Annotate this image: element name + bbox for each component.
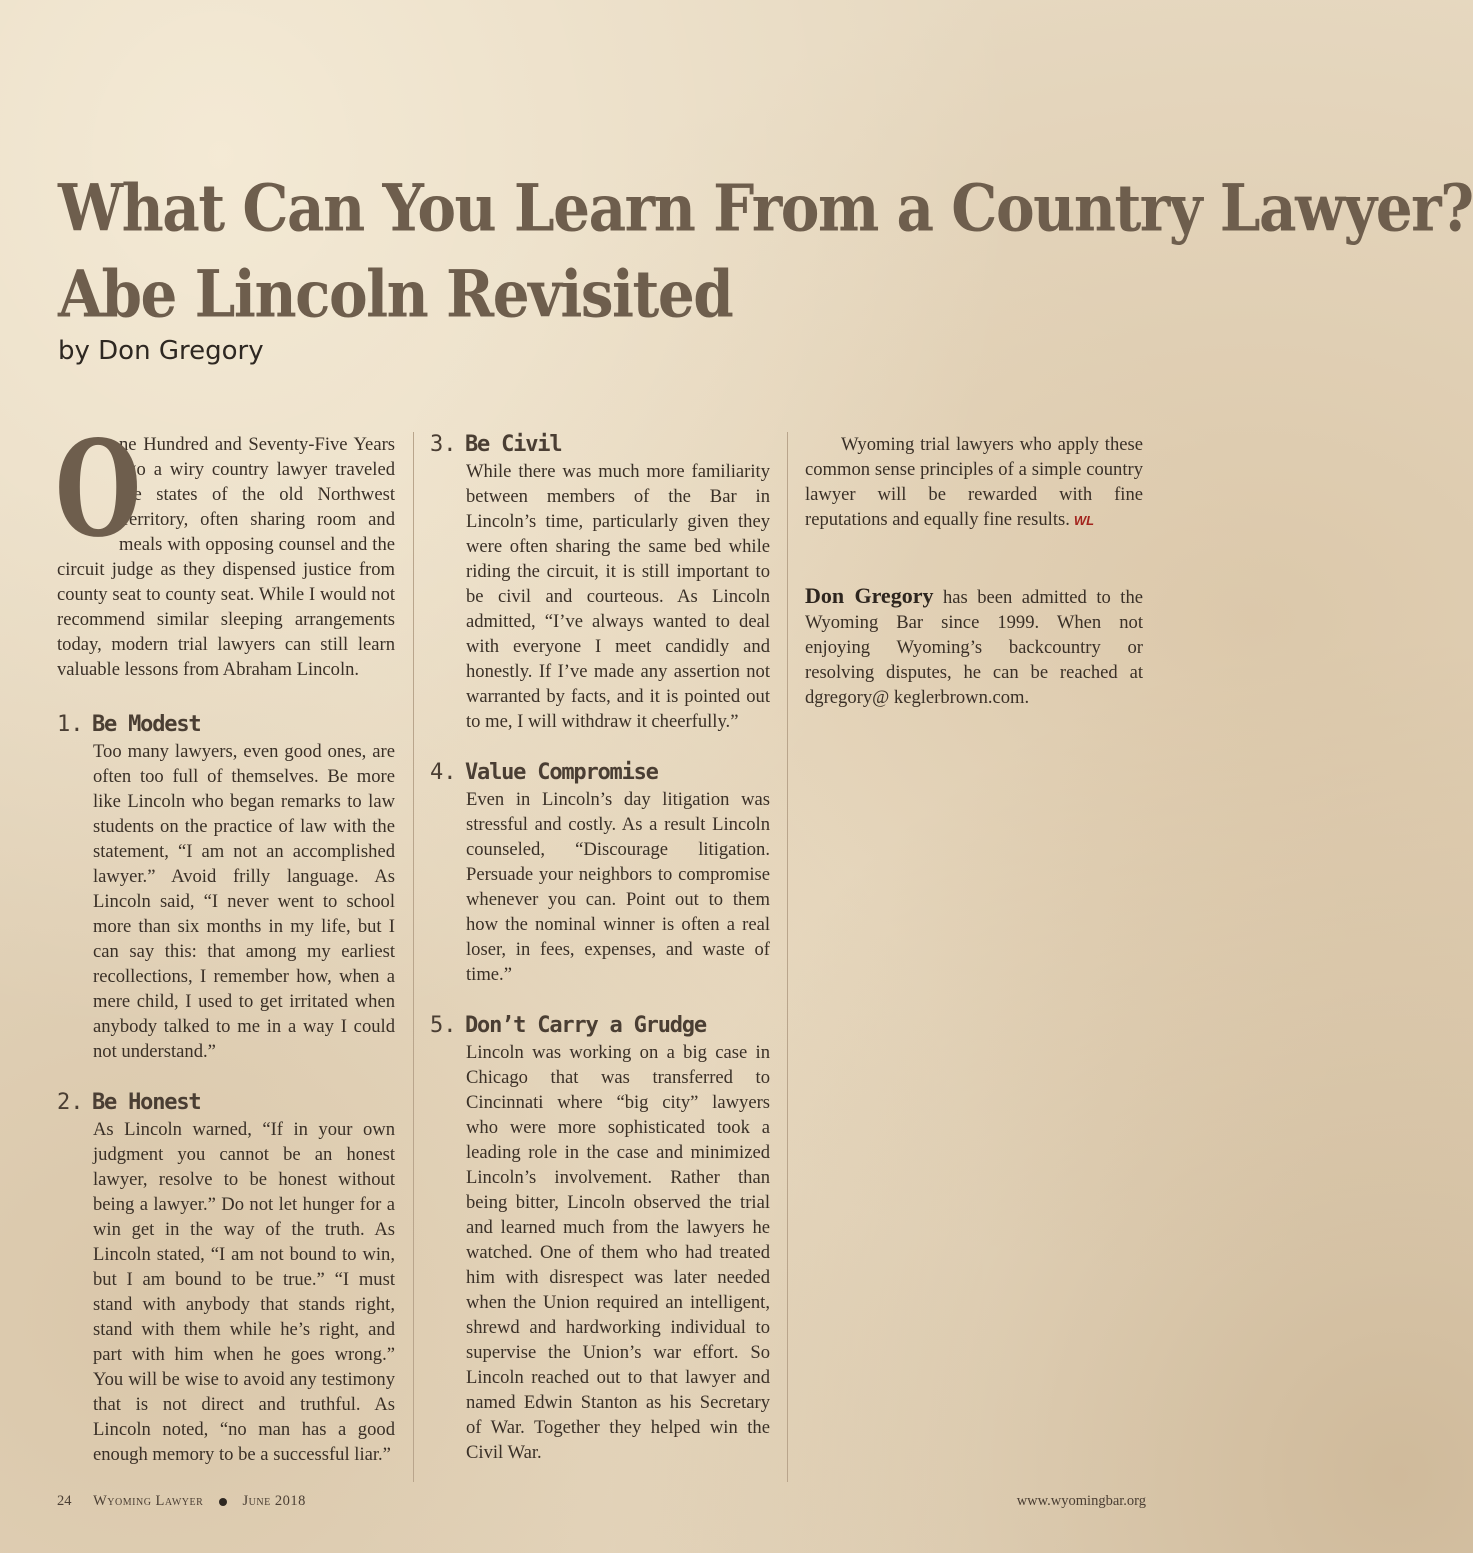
article-title: [58, 160, 1473, 333]
column-2: [430, 432, 770, 1465]
byline: by Don Gregory: [58, 336, 264, 366]
column-divider: [787, 432, 788, 1482]
section-value-compromise: [430, 760, 770, 987]
author-bio-text: has been admitted to the Wyoming Bar since 1999. When not enjoying Wyoming’s backcountry or resolving disputes, he can be reached at dgregory@ keglerbrown.com.: [805, 587, 1143, 708]
section-body: While there was much more familiarity between members of the Bar in Lincoln’s time, particularly given they were often sharing the same bed while riding the circuit, it is still important to be civil and courteous. As Lincoln admitted, “I’ve always wanted to deal with everyone I meet candidly and honestly. If I’ve made any assertion not warranted by facts, and it is pointed out to me, I will withdraw it cheerfully.”: [466, 461, 770, 732]
section-number: 1.: [57, 712, 84, 737]
intro-paragraph: [55, 412, 395, 682]
magazine-name: Wyoming Lawyer: [93, 1493, 204, 1509]
title-line-1: What Can You Learn From a Country Lawyer?: [58, 170, 1473, 247]
drop-cap: O: [55, 412, 142, 567]
section-heading: [430, 760, 770, 785]
section-be-honest: [57, 1090, 395, 1467]
issue-date: June 2018: [242, 1493, 306, 1509]
section-body: As Lincoln warned, “If in your own judgment you cannot be an honest lawyer, resolve to be honest without being a lawyer.” Do not let hunger for a win get in the way of the truth. As Lincoln stated, “I am not bound to win, but I am bound to be true.” “I must stand with anybody that stands right, stand with them while he’s right, and part with him when he goes wrong.” You will be wise to avoid any testimony that is not direct and truthful. As Lincoln noted, “no man has a good enough memory to be a successful liar.”: [93, 1119, 395, 1465]
section-title: Be Civil: [465, 432, 562, 457]
section-title: Be Honest: [92, 1090, 201, 1115]
author-name: Don Gregory: [805, 583, 934, 608]
website-link[interactable]: www.wyomingbar.org: [1016, 1493, 1146, 1509]
section-be-modest: [57, 712, 395, 1064]
section-heading: [430, 1013, 770, 1038]
page-footer: [57, 1493, 306, 1510]
section-heading: [57, 1090, 395, 1115]
section-heading: [430, 432, 770, 457]
author-bio: [805, 583, 1143, 710]
end-mark: WL: [1073, 513, 1095, 528]
title-line-2: Abe Lincoln Revisited: [58, 256, 733, 333]
section-dont-carry-a-grudge: [430, 1013, 770, 1465]
intro-text: ne Hundred and Seventy-Five Years ago a wiry country lawyer traveled the states of the old Northwest Territory, often sharing room and meals with opposing counsel and the circuit judge as they dispensed justice from county seat to county seat. While I would not recommend similar sleeping arrangements today, modern trial lawyers can still learn valuable lessons from Abraham Lincoln.: [57, 434, 395, 680]
section-body: Too many lawyers, even good ones, are often too full of themselves. Be more like Lincoln who began remarks to law students on the practice of law with the statement, “I am not an accomplished lawyer.” Avoid frilly language. As Lincoln said, “I never went to school more than six months in my life, but I can say this: that among my earliest recollections, I remember how, when a mere child, I used to get irritated when anybody talked to me in a way I could not understand.”: [93, 741, 395, 1062]
section-number: 4.: [430, 760, 457, 785]
section-title: Don’t Carry a Grudge: [465, 1013, 706, 1038]
section-number: 5.: [430, 1013, 457, 1038]
section-heading: [57, 712, 395, 737]
column-3: [805, 432, 1143, 710]
bullet-separator: [219, 1498, 227, 1506]
section-be-civil: [430, 432, 770, 734]
conclusion-paragraph: [805, 432, 1143, 533]
section-title: Value Compromise: [465, 760, 658, 785]
page-number: 24: [57, 1493, 72, 1509]
column-1: [55, 412, 395, 1467]
section-body: Even in Lincoln’s day litigation was stressful and costly. As a result Lincoln counseled, “Discourage litigation. Persuade your neighbors to compromise whenever you can. Point out to them how the nominal winner is often a real loser, in fees, expenses, and waste of time.”: [466, 789, 770, 985]
conclusion-text: Wyoming trial lawyers who apply these common sense principles of a simple country lawyer will be rewarded with fine reputations and equally fine results.: [805, 434, 1143, 530]
section-title: Be Modest: [92, 712, 201, 737]
section-body: Lincoln was working on a big case in Chicago that was transferred to Cincinnati where “big city” lawyers who were more sophisticated took a leading role in the case and minimized Lincoln’s involvement. Rather than being bitter, Lincoln observed the trial and learned much from the lawyers he watched. One of them who had treated him with disrespect was later needed when the Union required an intelligent, shrewd and hardworking individual to supervise the Union’s war effort. So Lincoln reached out to that lawyer and named Edwin Stanton as his Secretary of War. Together they helped win the Civil War.: [466, 1042, 770, 1463]
column-divider: [413, 432, 414, 1482]
section-number: 3.: [430, 432, 457, 457]
section-number: 2.: [57, 1090, 84, 1115]
